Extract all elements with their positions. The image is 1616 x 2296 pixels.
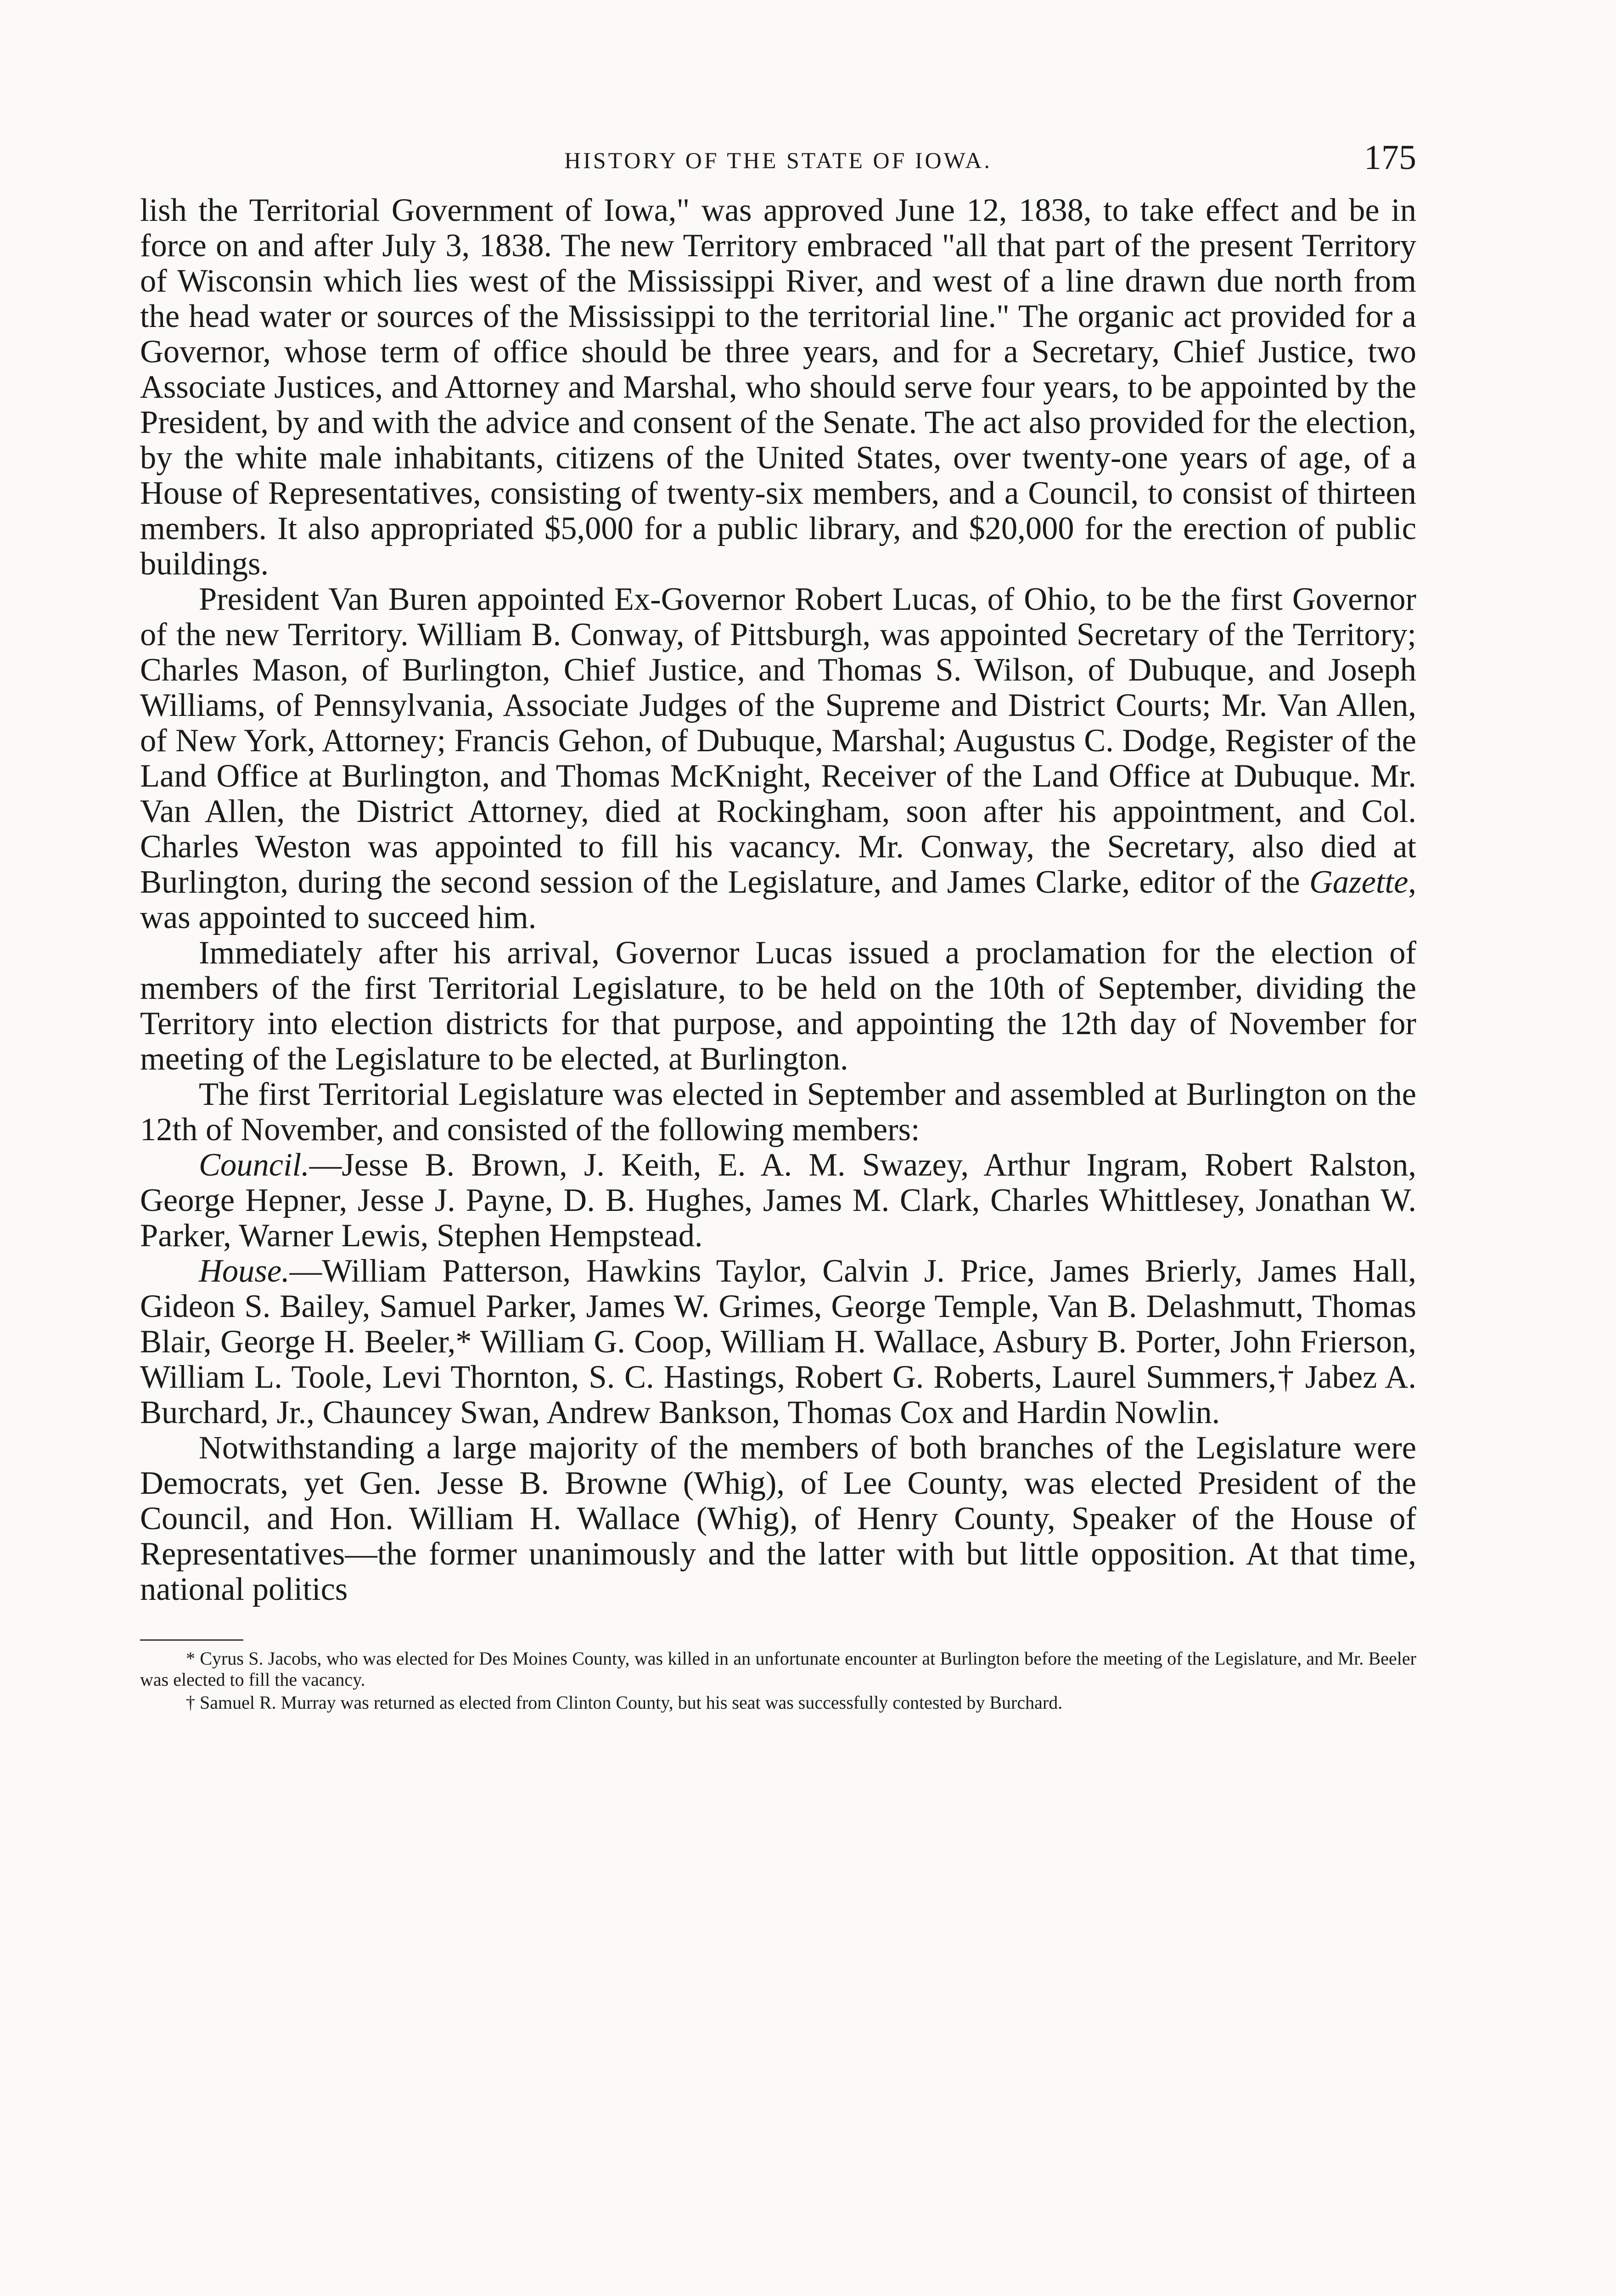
page-number: 175 [1364,138,1416,177]
paragraph-proclamation [140,935,1416,1077]
running-title: HISTORY OF THE STATE OF IOWA. [564,147,992,173]
paragraph-text: Notwithstanding a large majority of the members of both branches of the Legislature were Democrats, yet Gen. Jesse B. Browne (Whig), of Lee County, was elected President of the Council, and Hon. William H. Wallace (Whig), of Henry County, Speaker of the House of Representatives—the former unanimously and the latter with but little opposition. At that time, national politics [140,1430,1416,1607]
paragraph-first-legislature [140,1077,1416,1148]
paragraph-text: —William Patterson, Hawkins Taylor, Calvin J. Price, James Brierly, James Hall, Gideon S. Bailey, Samuel Parker, James W. Grimes, George Temple, Van B. Delashmutt, Thomas Blair, George H. Beeler,* William G. Coop, William H. Wallace, Asbury B. Porter, John Frierson, William L. Toole, Levi Thornton, S. C. Hastings, Robert G. Roberts, Laurel Summers,† Jabez A. Burchard, Jr., Chauncey Swan, Andrew Bankson, Thomas Cox and Hardin Nowlin. [140,1253,1416,1430]
footnote-jacobs: * Cyrus S. Jacobs, who was elected for Des Moines County, was killed in an unfortunate encounter at Burlington before the meeting of the Legislature, and Mr. Beeler was elected to fill the vacancy. [140,1648,1416,1690]
paragraph-organic-act [140,193,1416,582]
paragraph-text: —Jesse B. Brown, J. Keith, E. A. M. Swazey, Arthur Ingram, Robert Ralston, George Hepner, Jesse J. Payne, D. B. Hughes, James M. Clark, Charles Whittlesey, Jonathan W. Parker, Warner Lewis, Stephen Hempstead. [140,1147,1416,1254]
gazette-title: Gazette [1309,864,1408,900]
paragraph-council-members [140,1148,1416,1254]
page-header [140,138,1416,193]
body-text [140,193,1416,1607]
paragraph-text: lish the Territorial Government of Iowa," was approved June 12, 1838, to take effect and be in force on and after July 3, 1838. The new Territory embraced "all that part of the present Territory of Wisconsin which lies west of the Mississippi River, and west of a line drawn due north from the head water or sources of the Mississippi to the territorial line." The organic act provided for a Governor, whose term of office should be three years, and for a Secretary, Chief Justice, two Associate Justices, and Attorney and Marshal, who should serve four years, to be appointed by the President, by and with the advice and consent of the Senate. The act also provided for the election, by the white male inhabitants, citizens of the United States, over twenty-one years of age, of a House of Representatives, consisting of twenty-six members, and a Council, to consist of thirteen members. It also appropriated $5,000 for a public library, and $20,000 for the erection of public buildings. [140,192,1416,582]
paragraph-house-members [140,1254,1416,1430]
footnotes [140,1648,1416,1713]
paragraph-text: President Van Buren appointed Ex-Governor Robert Lucas, of Ohio, to be the first Governor of the new Territory. William B. Conway, of Pittsburgh, was appointed Secretary of the Territory; Charles Mason, of Burlington, Chief Justice, and Thomas S. Wilson, of Dubuque, and Joseph Williams, of Pennsylvania, Associate Judges of the Supreme and District Courts; Mr. Van Allen, of New York, Attorney; Francis Gehon, of Dubuque, Marshal; Augustus C. Dodge, Register of the Land Office at Burlington, and Thomas McKnight, Receiver of the Land Office at Dubuque. Mr. Van Allen, the District Attorney, died at Rockingham, soon after his appointment, and Col. Charles Weston was appointed to fill his vacancy. Mr. Conway, the Secretary, also died at Burlington, during the second session of the Legislature, and James Clarke, editor of the [140,581,1416,900]
page [140,138,1416,1715]
council-label: Council. [199,1147,309,1183]
paragraph-text: The first Territorial Legislature was elected in September and assembled at Burlington on the 12th of November, and consisted of the following members: [140,1076,1416,1148]
paragraph-politics [140,1430,1416,1607]
house-label: House. [199,1253,290,1289]
paragraph-appointments [140,582,1416,935]
footnote-divider [140,1639,243,1641]
paragraph-text: Immediately after his arrival, Governor Lucas issued a proclamation for the election of members of the first Territorial Legislature, to be held on the 10th of September, dividing the Territory into election districts for that purpose, and appointing the 12th day of November for meeting of the Legislature to be elected, at Burlington. [140,935,1416,1077]
paragraph-text-continued: , was appointed to succeed him. [140,864,1416,935]
footnote-murray: † Samuel R. Murray was returned as elected from Clinton County, but his seat was successfully contested by Burchard. [186,1692,1063,1713]
